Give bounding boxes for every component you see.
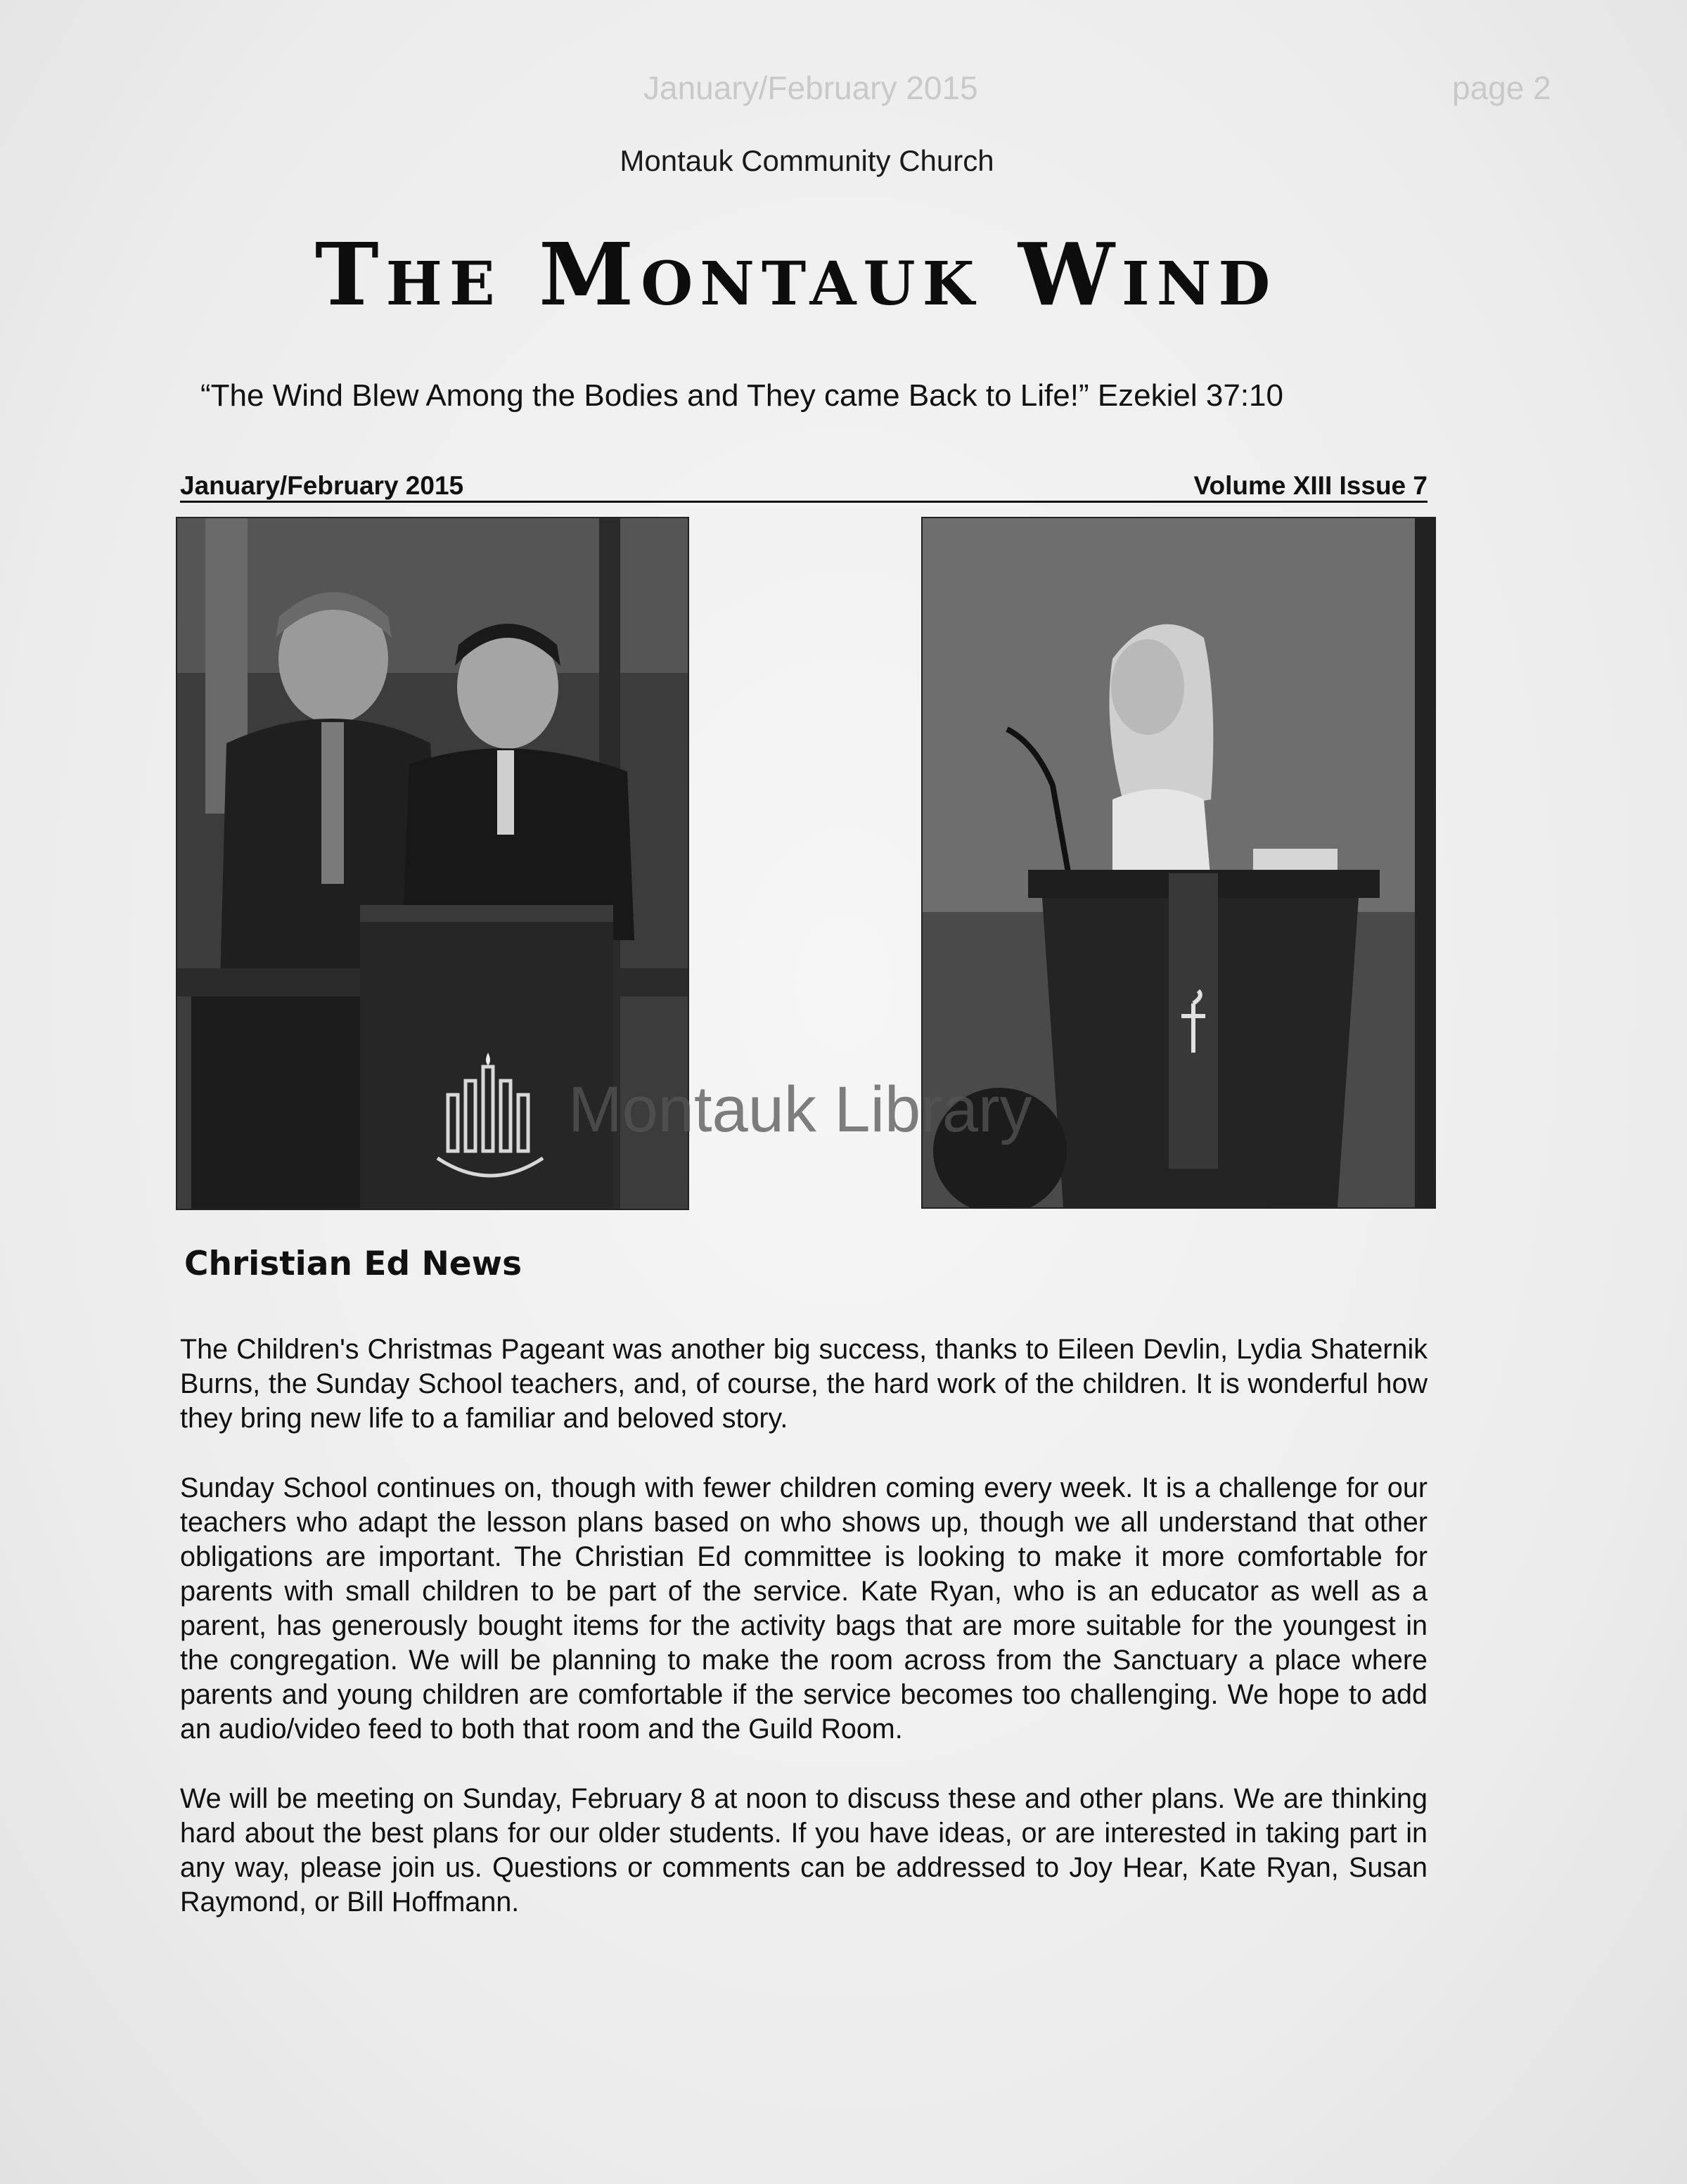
library-watermark: Montauk Library — [568, 1074, 1032, 1145]
article-paragraph-2: Sunday School continues on, though with fewer children coming every week. It is a challenge for our teachers who adapt the lesson plans based on who shows up, though we all understand that other obligations are important. The Christian Ed committee is looking to make it more comfortable for parents with small children to be part of the service. Kate Ryan, who is an educator as well as a parent, has generously bought items for the activity bags that are more suitable for the youngest in the congregation. We will be planning to make the room across from the Sanctuary a place where parents and young children are comfortable if the service becomes too challenging. We hope to add an audio/video feed to both that room and the Guild Room. — [180, 1472, 1428, 1745]
church-name: Montauk Community Church — [620, 144, 994, 177]
bleed-through-page-number: page 2 — [1452, 70, 1551, 106]
christian-ed-article — [180, 1332, 1428, 1955]
volume-issue: Volume XIII Issue 7 — [1193, 471, 1428, 500]
header-rule — [180, 501, 1428, 503]
section-title: Christian Ed News — [184, 1245, 522, 1283]
article-paragraph-1: The Children's Christmas Pageant was another big success, thanks to Eileen Devlin, Lydia Shaternik Burns, the Sunday School teachers, and, of course, the hard work of the children. It is wonderful how they bring new life to a familiar and beloved story. — [180, 1334, 1428, 1434]
newsletter-title: The Montauk Wind — [314, 224, 1278, 325]
tagline: “The Wind Blew Among the Bodies and They came Back to Life!” Ezekiel 37:10 — [200, 378, 1283, 413]
issue-date: January/February 2015 — [180, 471, 464, 500]
article-paragraph-3: We will be meeting on Sunday, February 8 at noon to discuss these and other plans. We are thinking hard about the best plans for our older students. If you have ideas, or are interested in taking part in any way, please join us. Questions or comments can be addressed to Joy Hear, Kate Ryan, Susan Raymond, or Bill Hoffmann. — [180, 1783, 1428, 1918]
bleed-through-header: January/February 2015 — [643, 70, 978, 106]
